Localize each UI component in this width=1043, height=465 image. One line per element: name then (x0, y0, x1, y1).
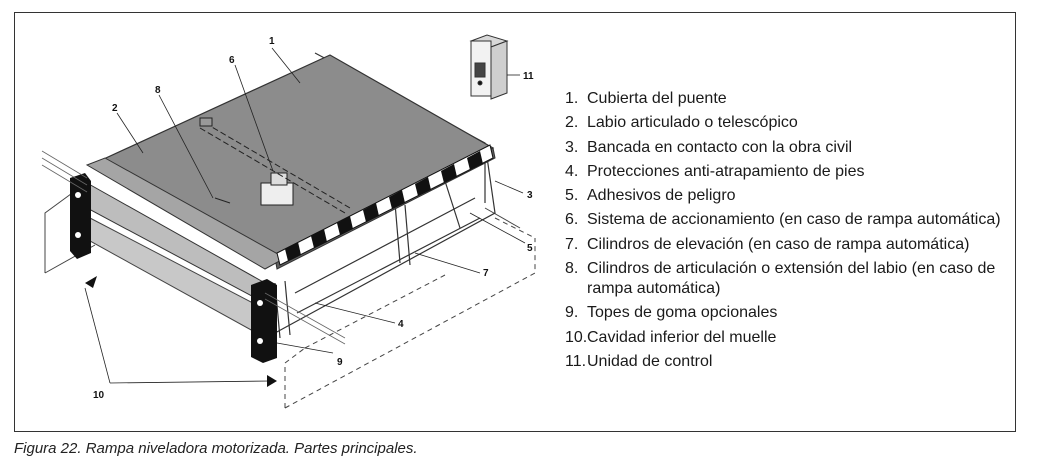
legend-text: Cubierta del puente (587, 90, 727, 107)
parts-legend (565, 89, 1015, 376)
legend-item (565, 113, 1015, 133)
legend-item (565, 89, 1015, 109)
legend-number: 2. (565, 114, 579, 132)
callout-1: 1 (269, 36, 275, 47)
legend-item (565, 162, 1015, 182)
legend-text: Cilindros de articulación o extensión del labio (en caso de rampa automática) (587, 260, 996, 298)
callout-2: 2 (112, 103, 118, 114)
legend-item (565, 352, 1015, 372)
legend-number: 10. (565, 328, 588, 346)
callout-3: 3 (527, 190, 533, 201)
legend-text: Labio articulado o telescópico (587, 114, 798, 132)
callout-10: 10 (93, 390, 105, 401)
legend-text: Protecciones anti-atrapamiento de pies (587, 162, 865, 180)
legend-item (565, 328, 1015, 348)
callout-5: 5 (527, 243, 533, 254)
callout-4: 4 (398, 319, 404, 330)
legend-item (565, 259, 1015, 299)
legend-text: Cilindros de elevación (en caso de rampa automática) (587, 235, 970, 253)
figure-caption: Figura 22. Rampa niveladora motorizada. Partes principales. (14, 440, 418, 457)
legend-item (565, 210, 1015, 230)
legend-text: Sistema de accionamiento (en caso de rampa automática) (587, 211, 1001, 229)
legend-item (565, 303, 1015, 323)
legend-text: Bancada en contacto con la obra civil (587, 138, 853, 156)
callout-8: 8 (155, 85, 161, 96)
callout-7: 7 (483, 268, 489, 279)
legend-item (565, 186, 1015, 206)
legend-text: Topes de goma opcionales (587, 304, 778, 322)
legend-item (565, 235, 1015, 255)
legend-number: 6. (565, 211, 579, 229)
legend-number: 9. (565, 304, 579, 322)
callout-11: 11 (523, 71, 534, 82)
legend-number: 11. (565, 352, 587, 370)
control-unit (471, 35, 507, 99)
legend-text: Adhesivos de peligro (587, 187, 736, 205)
callout-6: 6 (229, 55, 235, 66)
legend-number: 1. (565, 90, 579, 107)
legend-number: 5. (565, 187, 579, 205)
legend-text: Unidad de control (587, 352, 713, 370)
legend-number: 8. (565, 260, 579, 278)
legend-text: Cavidad inferior del muelle (587, 328, 777, 346)
legend-number: 7. (565, 235, 579, 253)
figure-frame (14, 12, 1016, 432)
arrow-10b (267, 375, 277, 387)
legend-number: 4. (565, 162, 579, 180)
legend-item (565, 138, 1015, 158)
callout-9: 9 (337, 357, 343, 368)
arrow-10a (85, 276, 97, 288)
legend-number: 3. (565, 138, 579, 156)
